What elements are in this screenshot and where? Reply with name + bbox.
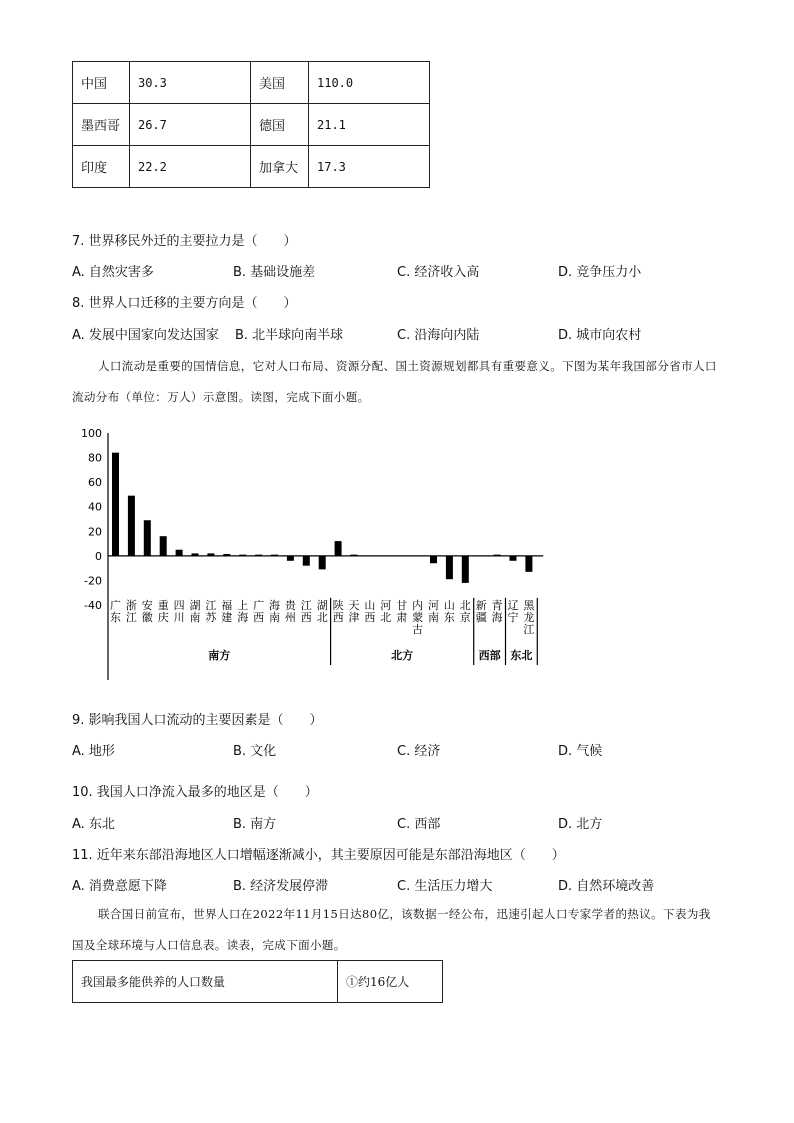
bar-上海 bbox=[239, 555, 246, 556]
q10-option-c[interactable]: C. 西部 bbox=[397, 817, 441, 832]
q9-option-a[interactable]: A. 地形 bbox=[72, 744, 115, 759]
q9-option-d[interactable]: D. 气候 bbox=[558, 744, 603, 759]
country-value-cell: 30.3 bbox=[130, 62, 251, 104]
country-name-cell: 印度 bbox=[73, 146, 130, 188]
category-label: 贵州 bbox=[284, 598, 296, 624]
bar-辽宁 bbox=[510, 556, 517, 561]
category-label: 湖北 bbox=[316, 598, 328, 624]
category-label: 青海 bbox=[491, 598, 503, 624]
bar-青海 bbox=[494, 555, 501, 556]
question-11: 11. 近年来东部沿海地区人口增幅逐渐减小，其主要原因可能是东部沿海地区（ ） bbox=[72, 848, 565, 863]
category-label: 湖南 bbox=[189, 598, 201, 624]
table-row bbox=[73, 62, 430, 104]
q10-option-a[interactable]: A. 东北 bbox=[72, 817, 115, 832]
country-name-cell: 美国 bbox=[251, 62, 309, 104]
country-name-cell: 加拿大 bbox=[251, 146, 309, 188]
question-10: 10. 我国人口净流入最多的地区是（ ） bbox=[72, 785, 318, 800]
bar-重庆 bbox=[160, 536, 167, 556]
y-tick-label: 100 bbox=[81, 427, 102, 440]
bar-四川 bbox=[176, 550, 183, 556]
bar-湖南 bbox=[192, 553, 199, 555]
country-name-cell: 德国 bbox=[251, 104, 309, 146]
y-tick-label: 60 bbox=[88, 476, 102, 490]
category-label: 新疆 bbox=[475, 598, 487, 624]
group-label: 东北 bbox=[510, 649, 533, 662]
passage-migration: 人口流动是重要的国情信息，它对人口布局、资源分配、国土资源规划都具有重要意义。下图为某年我国部分省市人口流动分布（单位：万人）示意图。读图，完成下面小题。 bbox=[72, 359, 717, 404]
country-name-cell: 中国 bbox=[73, 62, 130, 104]
q8-option-c[interactable]: C. 沿海向内陆 bbox=[397, 328, 480, 343]
question-8: 8. 世界人口迁移的主要方向是（ ） bbox=[72, 296, 297, 311]
country-name-cell: 墨西哥 bbox=[73, 104, 130, 146]
bar-福建 bbox=[223, 554, 230, 556]
category-label: 河南 bbox=[428, 598, 439, 624]
y-tick-label: 40 bbox=[88, 500, 102, 514]
category-label: 河北 bbox=[380, 598, 392, 624]
bar-浙江 bbox=[128, 496, 135, 556]
q7-option-a[interactable]: A. 自然灾害多 bbox=[72, 265, 154, 280]
category-label: 山东 bbox=[443, 598, 455, 624]
category-label: 内蒙古 bbox=[412, 598, 424, 636]
chart-y-ticks bbox=[81, 427, 102, 612]
q11-option-a[interactable]: A. 消费意愿下降 bbox=[72, 879, 167, 894]
y-tick-label: -20 bbox=[84, 574, 102, 588]
q8-option-b[interactable]: B. 北半球向南半球 bbox=[235, 328, 344, 343]
country-table bbox=[72, 61, 430, 188]
category-label: 福建 bbox=[221, 598, 233, 624]
bar-广东 bbox=[112, 453, 119, 556]
category-label: 辽宁 bbox=[507, 598, 519, 624]
q8-option-a[interactable]: A. 发展中国家向发达国家 bbox=[72, 328, 219, 343]
bar-安徽 bbox=[144, 520, 151, 556]
category-label: 北京 bbox=[459, 598, 471, 624]
country-value-cell: 26.7 bbox=[130, 104, 251, 146]
passage-population: 联合国日前宣布，世界人口在2022年11月15日达80亿，该数据一经公布，迅速引起人口专家学者的热议。下表为我国及全球环境与人口信息表。读表，完成下面小题。 bbox=[72, 907, 711, 952]
category-label: 海南 bbox=[269, 598, 280, 624]
bar-江苏 bbox=[207, 553, 214, 555]
question-9: 9. 影响我国人口流动的主要因素是（ ） bbox=[72, 713, 323, 728]
category-label: 广西 bbox=[253, 598, 265, 624]
y-tick-label: 80 bbox=[88, 451, 102, 465]
q11-option-d[interactable]: D. 自然环境改善 bbox=[558, 879, 655, 894]
category-label: 山西 bbox=[364, 598, 376, 624]
bar-北京 bbox=[462, 556, 469, 583]
bar-天津 bbox=[351, 555, 358, 556]
bar-湖北 bbox=[319, 556, 326, 570]
table-row bbox=[73, 146, 430, 188]
q8-option-d[interactable]: D. 城市向农村 bbox=[558, 328, 642, 343]
group-label: 南方 bbox=[208, 649, 231, 662]
y-tick-label: 20 bbox=[88, 525, 102, 539]
category-label: 甘肃 bbox=[396, 598, 408, 624]
bar-江西 bbox=[303, 556, 310, 566]
q7-option-c[interactable]: C. 经济收入高 bbox=[397, 265, 480, 280]
bar-黑龙江 bbox=[525, 556, 532, 572]
bar-河南 bbox=[430, 556, 437, 563]
chart-category-labels bbox=[110, 598, 535, 636]
table2-value: ①约16亿人 bbox=[338, 961, 443, 1003]
bar-海南 bbox=[271, 555, 278, 556]
category-label: 四川 bbox=[173, 598, 185, 624]
q7-option-b[interactable]: B. 基础设施差 bbox=[233, 265, 316, 280]
q11-option-c[interactable]: C. 生活压力增大 bbox=[397, 879, 493, 894]
category-label: 广东 bbox=[110, 598, 121, 624]
table2-label: 我国最多能供养的人口数量 bbox=[73, 961, 338, 1003]
q7-option-d[interactable]: D. 竞争压力小 bbox=[558, 265, 642, 280]
category-label: 天津 bbox=[348, 598, 360, 624]
category-label: 上海 bbox=[237, 598, 249, 624]
q10-option-d[interactable]: D. 北方 bbox=[558, 817, 603, 832]
category-label: 江西 bbox=[300, 598, 312, 624]
y-tick-label: -40 bbox=[84, 599, 102, 612]
q10-option-b[interactable]: B. 南方 bbox=[233, 817, 277, 832]
category-label: 黑龙江 bbox=[523, 598, 535, 636]
bar-贵州 bbox=[287, 556, 294, 561]
country-value-cell: 21.1 bbox=[309, 104, 430, 146]
q11-option-b[interactable]: B. 经济发展停滞 bbox=[233, 879, 329, 894]
q9-option-c[interactable]: C. 经济 bbox=[397, 744, 441, 759]
group-label: 北方 bbox=[391, 649, 414, 662]
group-label: 西部 bbox=[478, 649, 501, 662]
y-tick-label: 0 bbox=[95, 549, 102, 563]
bar-广西 bbox=[255, 555, 262, 556]
bar-山东 bbox=[446, 556, 453, 579]
category-label: 重庆 bbox=[157, 598, 169, 624]
chart-bars bbox=[112, 453, 532, 583]
q9-option-b[interactable]: B. 文化 bbox=[233, 744, 277, 759]
category-label: 陕西 bbox=[332, 598, 344, 624]
category-label: 江苏 bbox=[205, 598, 217, 624]
country-value-cell: 110.0 bbox=[309, 62, 430, 104]
environment-population-table bbox=[72, 960, 443, 1003]
country-value-cell: 17.3 bbox=[309, 146, 430, 188]
bar-陕西 bbox=[335, 541, 342, 556]
category-label: 安徽 bbox=[141, 598, 153, 624]
category-label: 浙江 bbox=[125, 598, 137, 624]
question-7: 7. 世界移民外迁的主要拉力是（ ） bbox=[72, 234, 297, 249]
population-flow-chart bbox=[60, 420, 550, 685]
country-value-cell: 22.2 bbox=[130, 146, 251, 188]
table-row bbox=[73, 104, 430, 146]
